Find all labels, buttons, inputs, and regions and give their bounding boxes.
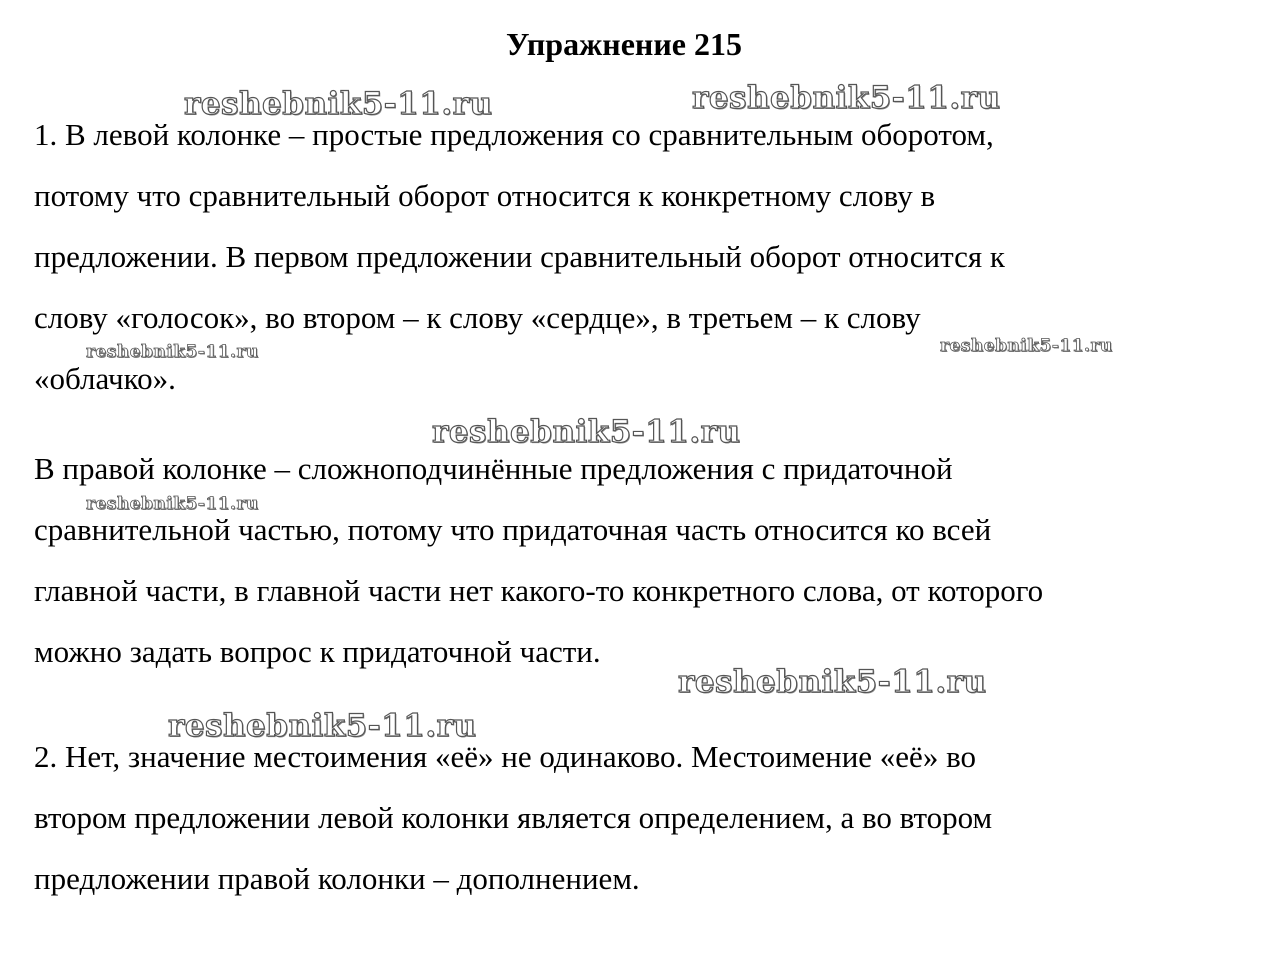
text-line: слову «голосок», во втором – к слову «сердце», в третьем – к слову bbox=[34, 300, 921, 335]
text-line: главной части, в главной части нет какого-то конкретного слова, от которого bbox=[34, 573, 1044, 608]
text-line: 1. В левой колонке – простые предложения со сравнительным оборотом, bbox=[34, 117, 994, 152]
watermark: reshebnik5-11.ru bbox=[184, 86, 493, 122]
watermark: reshebnik5-11.ru bbox=[692, 80, 1001, 116]
watermark: reshebnik5-11.ru bbox=[432, 414, 741, 450]
text-line: втором предложении левой колонки является определением, а во втором bbox=[34, 800, 993, 835]
answer-paragraph-3 bbox=[34, 726, 1254, 909]
answer-paragraph-1 bbox=[34, 104, 1254, 409]
answer-paragraph-2 bbox=[34, 438, 1254, 682]
watermark: reshebnik5-11.ru bbox=[86, 342, 259, 362]
text-line: можно задать вопрос к придаточной части. bbox=[34, 634, 601, 669]
text-line: потому что сравнительный оборот относится к конкретному слову в bbox=[34, 178, 936, 213]
text-line: «облачко». bbox=[34, 361, 176, 396]
watermark: reshebnik5-11.ru bbox=[940, 336, 1113, 356]
watermark: reshebnik5-11.ru bbox=[86, 494, 259, 514]
text-line: В правой колонке – сложноподчинённые предложения с придаточной bbox=[34, 451, 953, 486]
text-line: предложении правой колонки – дополнением. bbox=[34, 861, 640, 896]
text-line: сравнительной частью, потому что придаточная часть относится ко всей bbox=[34, 512, 992, 547]
watermark: reshebnik5-11.ru bbox=[168, 708, 477, 744]
watermark: reshebnik5-11.ru bbox=[678, 664, 987, 700]
exercise-title: Упражнение 215 bbox=[505, 26, 742, 62]
text-line: 2. Нет, значение местоимения «её» не одинаково. Местоимение «её» во bbox=[34, 739, 976, 774]
text-line: предложении. В первом предложении сравнительный оборот относится к bbox=[34, 239, 1005, 274]
